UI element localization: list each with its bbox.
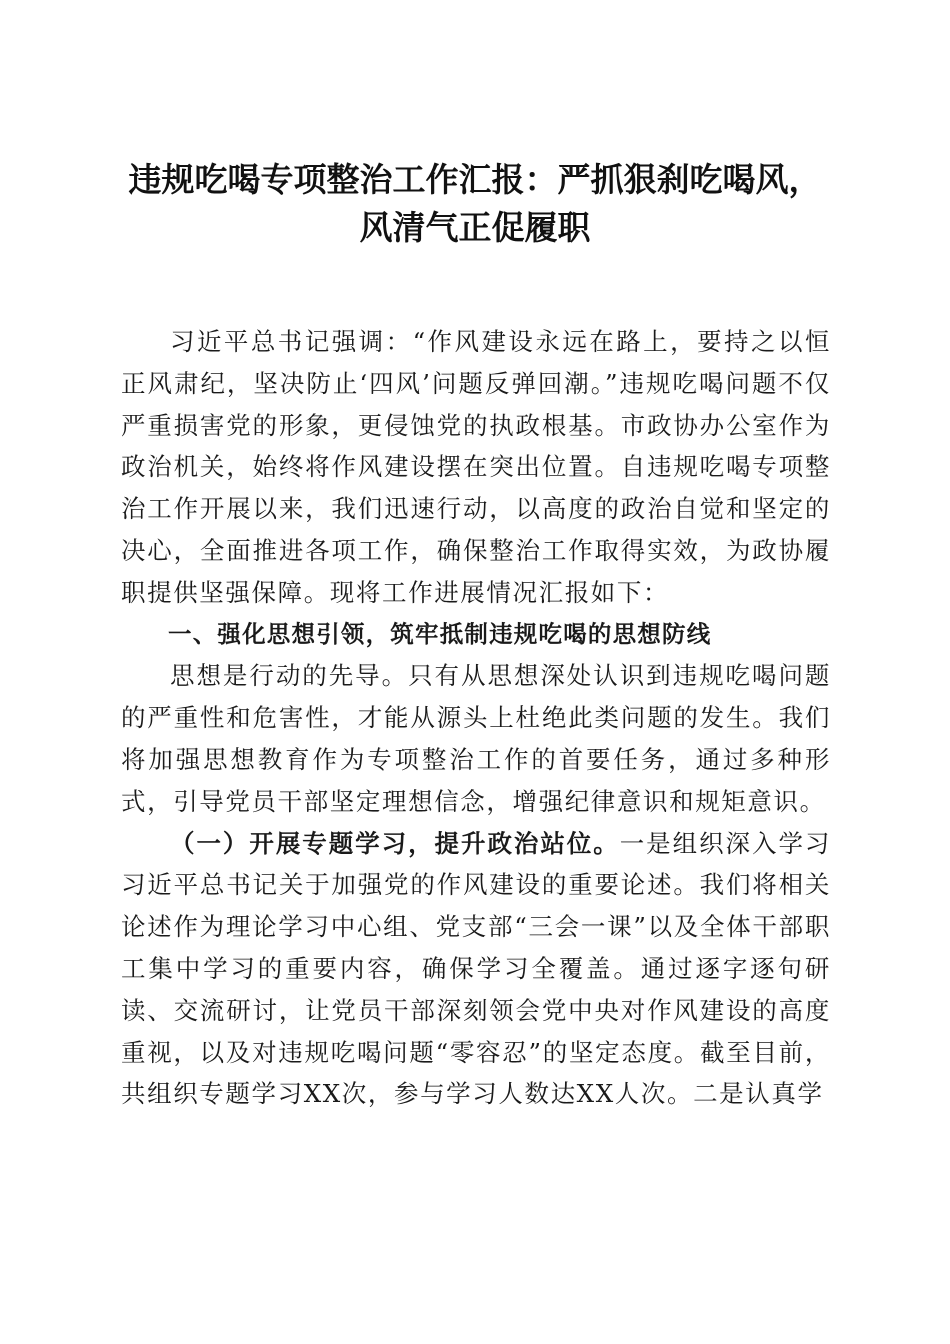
title-line-2: 风清气正促履职 (359, 208, 591, 247)
title-line-1: 违规吃喝专项整治工作汇报：严抓狠刹吃喝风， (128, 160, 822, 199)
subsection-1-paragraph (121, 823, 831, 1116)
section-1-paragraph: 思想是行动的先导。只有从思想深处认识到违规吃喝问题的严重性和危害性，才能从源头上杜绝此类问题的发生。我们将加强思想教育作为专项整治工作的首要任务，通过多种形式，引导党员干部坚定理想信念，增强纪律意识和规矩意识。 (121, 661, 831, 816)
section-heading-1: 一、强化思想引领，筑牢抵制违规吃喝的思想防线 (168, 619, 712, 648)
subsection-1-text: 一是组织深入学习习近平总书记关于加强党的作风建设的重要论述。我们将相关论述作为理论学习中心组、党支部“三会一课”以及全体干部职工集中学习的重要内容，确保学习全覆盖。通过逐字逐句研读、交流研讨，让党员干部深刻领会党中央对作风建设的高度重视，以及对违规吃喝问题“零容忍”的坚定态度。截至目前，共组织专题学习XX次，参与学习人数达XX人次。二是认真学 (121, 828, 831, 1109)
subsection-heading-1: （一）开展专题学习，提升政治站位。 (170, 828, 620, 858)
intro-paragraph: 习近平总书记强调：“作风建设永远在路上，要持之以恒正风肃纪，坚决防止‘四风’问题反弹回潮。”违规吃喝问题不仅严重损害党的形象，更侵蚀党的执政根基。市政协办公室作为政治机关，始终将作风建设摆在突出位置。自违规吃喝专项整治工作开展以来，我们迅速行动，以高度的政治自觉和坚定的决心，全面推进各项工作，确保整治工作取得实效，为政协履职提供坚强保障。现将工作进展情况汇报如下： (121, 327, 831, 607)
document-title (100, 156, 850, 252)
document-body (121, 321, 831, 1115)
